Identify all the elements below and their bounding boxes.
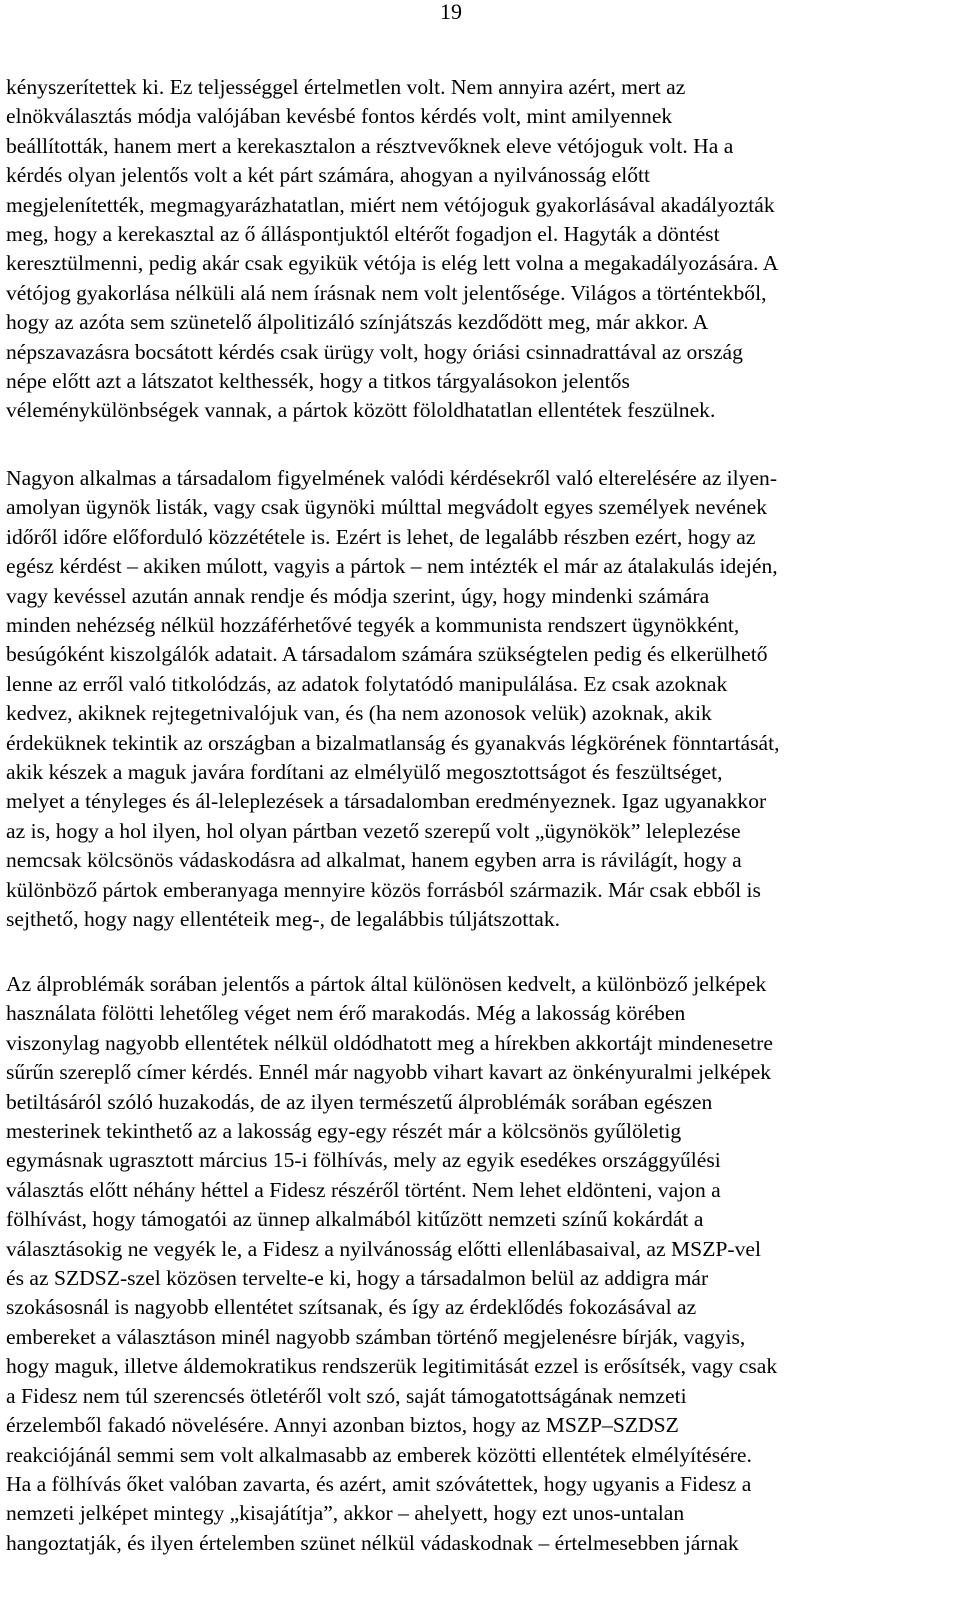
- paragraph-3: Az álproblémák sorában jelentős a pártok által különösen kedvelt, a különböző jelképek használata fölötti lehetőleg véget nem érő marakodás. Még a lakosság körében viszonylag nagyobb ellentétek nélkül oldódhatott meg a hírekben akkortájt mindenesetre sűrűn szereplő címer kérdés. Ennél már nagyobb vihart kavart az önkényuralmi jelképek betiltásáról szóló huzakodás, de az ilyen természetű álproblémák sorában egészen mesterinek tekinthető az a lakosság egy-egy részét már a kölcsönös gyűlöletig egymásnak ugrasztott március 15-i fölhívás, mely az egyik esedékes országgyűlési választás előtt néhány héttel a Fidesz részéről történt. Nem lehet eldönteni, vajon a fölhívást, hogy támogatói az ünnep alkalmából kitűzött nemzeti színű kokárdát a választásokig ne vegyék le, a Fidesz a nyilvánosság előtti ellenlábasaival, az MSZP-vel és az SZDSZ-szel közösen tervelte-e ki, hogy a társadalmon belül az addigra már szokásosnál is nagyobb ellentétet szítsanak, és így az érdeklődés fokozásával az embereket a választáson minél nagyobb számban történő megjelenésre bírják, vagyis, hogy maguk, illetve áldemokratikus rendszerük legitimitását ezzel is erősítsék, vagy csak a Fidesz nem túl szerencsés ötletéről volt szó, saját támogatottságának nemzeti érzelemből fakadó növelésére. Annyi azonban biztos, hogy az MSZP–SZDSZ reakciójánál semmi sem volt alkalmasabb az emberek közötti ellentétek elmélyítésére. Ha a fölhívás őket valóban zavarta, és azért, amit szóvátettek, hogy ugyanis a Fidesz a nemzeti jelképet mintegy „kisajátítja”, akkor – ahelyett, hogy ezt unos-untalan hangoztatják, és ilyen értelemben szünet nélkül vádaskodnak – értelmesebben járnak: [6, 972, 778, 1555]
- page-number: 19: [440, 0, 462, 24]
- paragraph-1: kényszerítettek ki. Ez teljességgel értelmetlen volt. Nem annyira azért, mert az elnökválasztás módja valójában kevésbé fontos kérdés volt, mint amilyennek beállították, hanem mert a kerekasztalon a résztvevőknek eleve vétójoguk volt. Ha a kérdés olyan jelentős volt a két párt számára, ahogyan a nyilvánosság előtt megjelenítették, megmagyarázhatatlan, miért nem vétójoguk gyakorlásával akadályozták meg, hogy a kerekasztal az ő álláspontjuktól eltérőt fogadjon el. Hagyták a döntést keresztülmenni, pedig akár csak egyikük vétója is elég lett volna a megakadályozására. A vétójog gyakorlása nélküli alá nem írásnak nem volt jelentősége. Világos a történtekből, hogy az azóta sem szünetelő álpolitizáló színjátszás kezdődött meg, már akkor. A népszavazásra bocsátott kérdés csak ürügy volt, hogy óriási csinnadrattával az ország népe előtt azt a látszatot kelthessék, hogy a titkos tárgyalásokon jelentős véleménykülönbségek vannak, a pártok között föloldhatatlan ellentétek feszülnek.: [6, 75, 779, 423]
- paragraph-2: Nagyon alkalmas a társadalom figyelmének valódi kérdésekről való elterelésére az ilyen- amolyan ügynök listák, vagy csak ügynöki múlttal megvádolt egyes személyek nevének időről időre előforduló közzététele is. Ezért is lehet, de legalább részben ezért, hogy az egész kérdést – akiken múlott, vagyis a pártok – nem intézték el már az átalakulás idején, vagy kevéssel azután annak rendje és módja szerint, úgy, hogy mindenki számára minden nehézség nélkül hozzáférhetővé tegyék a kommunista rendszert ügynökként, besúgóként kiszolgálók adatait. A társadalom számára szükségtelen pedig és elkerülhető lenne az erről való titkolódzás, az adatok folytatódó manipulálása. Ez csak azoknak kedvez, akiknek rejtegetnivalójuk van, és (ha nem azonosok velük) azoknak, akik érdeküknek tekintik az országban a bizalmatlanság és gyanakvás légkörének fönntartását, akik készek a maguk javára fordítani az elmélyülő megosztottságot és feszültséget, melyet a tényleges és ál-leleplezések a társadalomban eredményeznek. Igaz ugyanakkor az is, hogy a hol ilyen, hol olyan pártban vezető szerepű volt „ügynökök” leleplezése nemcsak kölcsönös vádaskodásra ad alkalmat, hanem egyben arra is rávilágít, hogy a különböző pártok emberanyaga mennyire közös forrásból származik. Már csak ebből is sejthető, hogy nagy ellentéteik meg-, de legalábbis túljátszottak.: [6, 466, 780, 932]
